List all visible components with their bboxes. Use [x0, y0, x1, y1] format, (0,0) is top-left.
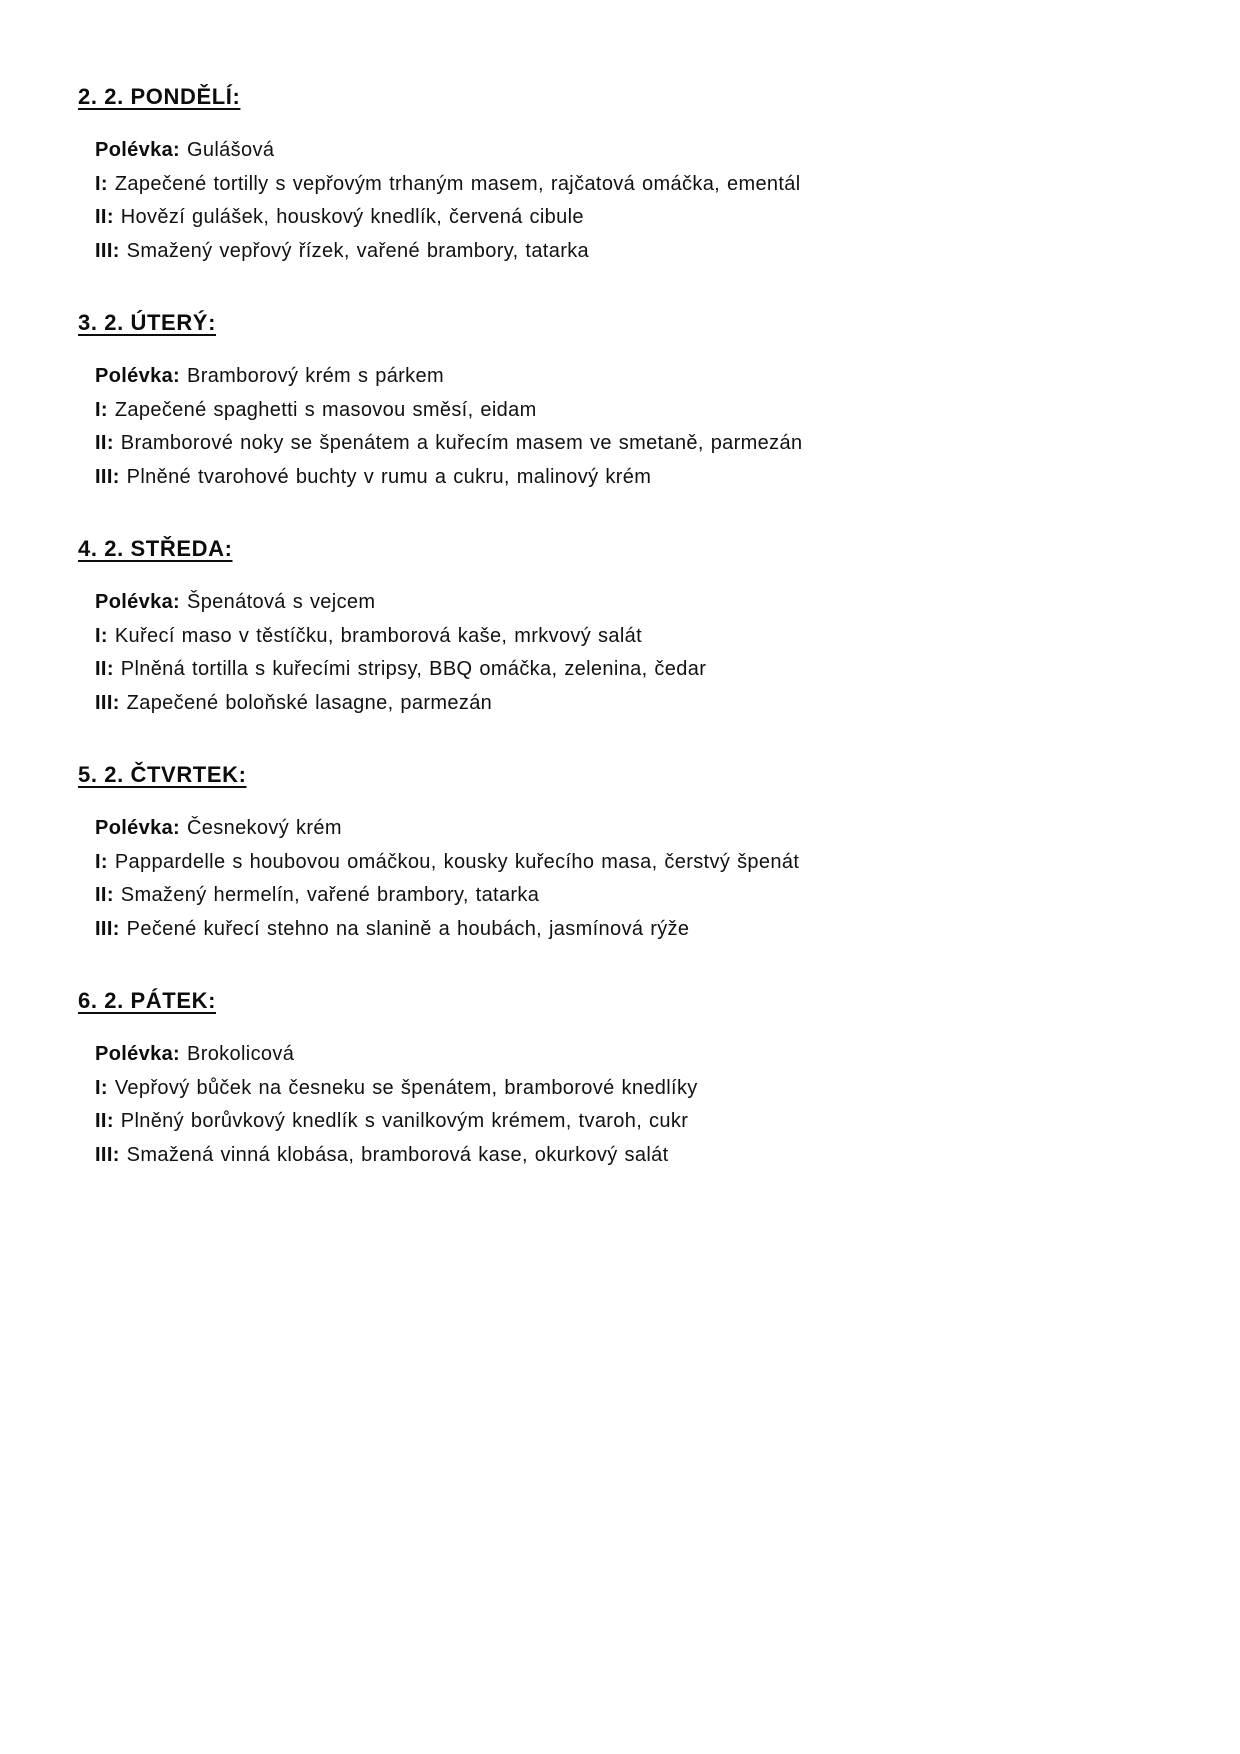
soup-line-text: Špenátová s vejcem — [187, 591, 376, 613]
day-section — [78, 762, 1170, 946]
course-line — [95, 879, 1170, 913]
course-line-text: Zapečené boloňské lasagne, parmezán — [126, 691, 493, 714]
course-line-label: II: — [95, 658, 114, 680]
day-section — [78, 84, 1170, 268]
course-line-text: Plněná tortilla s kuřecími stripsy, BBQ omáčka, zelenina, čedar — [120, 658, 707, 680]
course-line-label: I: — [95, 172, 108, 195]
soup-line-text: Brokolicová — [187, 1043, 295, 1065]
course-line — [95, 1139, 1170, 1173]
soup-line-label: Polévka: — [95, 1043, 181, 1065]
day-body — [95, 812, 1170, 946]
menu-days — [78, 84, 1170, 1172]
course-line-text: Hovězí gulášek, houskový knedlík, červená cibule — [120, 206, 584, 228]
day-heading: 2. 2. PONDĚLÍ: — [78, 84, 241, 109]
course-line-label: I: — [95, 1076, 108, 1099]
soup-line-text: Bramborový krém s párkem — [187, 365, 445, 387]
day-heading: 4. 2. STŘEDA: — [78, 536, 233, 561]
course-line-text: Plněné tvarohové buchty v rumu a cukru, malinový krém — [126, 465, 652, 488]
course-line — [95, 427, 1170, 461]
day-body — [95, 586, 1170, 720]
soup-line — [95, 134, 1170, 168]
course-line — [95, 846, 1170, 880]
soup-line-label: Polévka: — [95, 365, 181, 387]
day-heading: 6. 2. PÁTEK: — [78, 988, 217, 1013]
course-line-label: II: — [95, 1110, 114, 1132]
soup-line — [95, 360, 1170, 394]
course-line — [95, 1072, 1170, 1106]
soup-line-label: Polévka: — [95, 817, 181, 839]
course-line-text: Smažený vepřový řízek, vařené brambory, tatarka — [126, 239, 590, 262]
course-line-label: III: — [95, 691, 120, 714]
soup-line-label: Polévka: — [95, 139, 181, 161]
course-line — [95, 687, 1170, 721]
course-line-text: Bramborové noky se špenátem a kuřecím masem ve smetaně, parmezán — [120, 432, 803, 454]
course-line-text: Zapečené tortilly s vepřovým trhaným masem, rajčatová omáčka, ementál — [114, 172, 801, 195]
course-line — [95, 394, 1170, 428]
day-body — [95, 134, 1170, 268]
course-line-label: III: — [95, 1143, 120, 1166]
course-line-label: I: — [95, 624, 108, 647]
day-body — [95, 1038, 1170, 1172]
day-heading: 5. 2. ČTVRTEK: — [78, 762, 247, 787]
course-line — [95, 235, 1170, 269]
course-line-text: Vepřový bůček na česneku se špenátem, bramborové knedlíky — [114, 1076, 698, 1099]
course-line — [95, 620, 1170, 654]
day-section — [78, 310, 1170, 494]
course-line-text: Zapečené spaghetti s masovou směsí, eidam — [114, 398, 537, 421]
soup-line — [95, 1038, 1170, 1072]
course-line — [95, 913, 1170, 947]
course-line-text: Smažená vinná klobása, bramborová kase, okurkový salát — [126, 1143, 669, 1166]
day-section — [78, 536, 1170, 720]
soup-line-text: Gulášová — [187, 139, 275, 161]
course-line — [95, 653, 1170, 687]
course-line-text: Smažený hermelín, vařené brambory, tatarka — [120, 884, 540, 906]
course-line — [95, 168, 1170, 202]
soup-line-text: Česnekový krém — [187, 817, 342, 839]
course-line — [95, 1105, 1170, 1139]
day-heading: 3. 2. ÚTERÝ: — [78, 310, 217, 335]
course-line-text: Plněný borůvkový knedlík s vanilkovým krémem, tvaroh, cukr — [120, 1110, 689, 1132]
course-line-label: II: — [95, 432, 114, 454]
course-line-label: II: — [95, 206, 114, 228]
course-line-text: Pečené kuřecí stehno na slanině a houbách, jasmínová rýže — [126, 917, 690, 940]
course-line-label: III: — [95, 917, 120, 940]
day-section — [78, 988, 1170, 1172]
day-body — [95, 360, 1170, 494]
course-line-text: Pappardelle s houbovou omáčkou, kousky kuřecího masa, čerstvý špenát — [114, 850, 800, 873]
course-line-label: II: — [95, 884, 114, 906]
course-line-text: Kuřecí maso v těstíčku, bramborová kaše, mrkvový salát — [114, 624, 643, 647]
course-line-label: III: — [95, 465, 120, 488]
course-line-label: I: — [95, 850, 108, 873]
course-line-label: III: — [95, 239, 120, 262]
course-line-label: I: — [95, 398, 108, 421]
soup-line — [95, 812, 1170, 846]
soup-line-label: Polévka: — [95, 591, 181, 613]
course-line — [95, 461, 1170, 495]
course-line — [95, 201, 1170, 235]
soup-line — [95, 586, 1170, 620]
